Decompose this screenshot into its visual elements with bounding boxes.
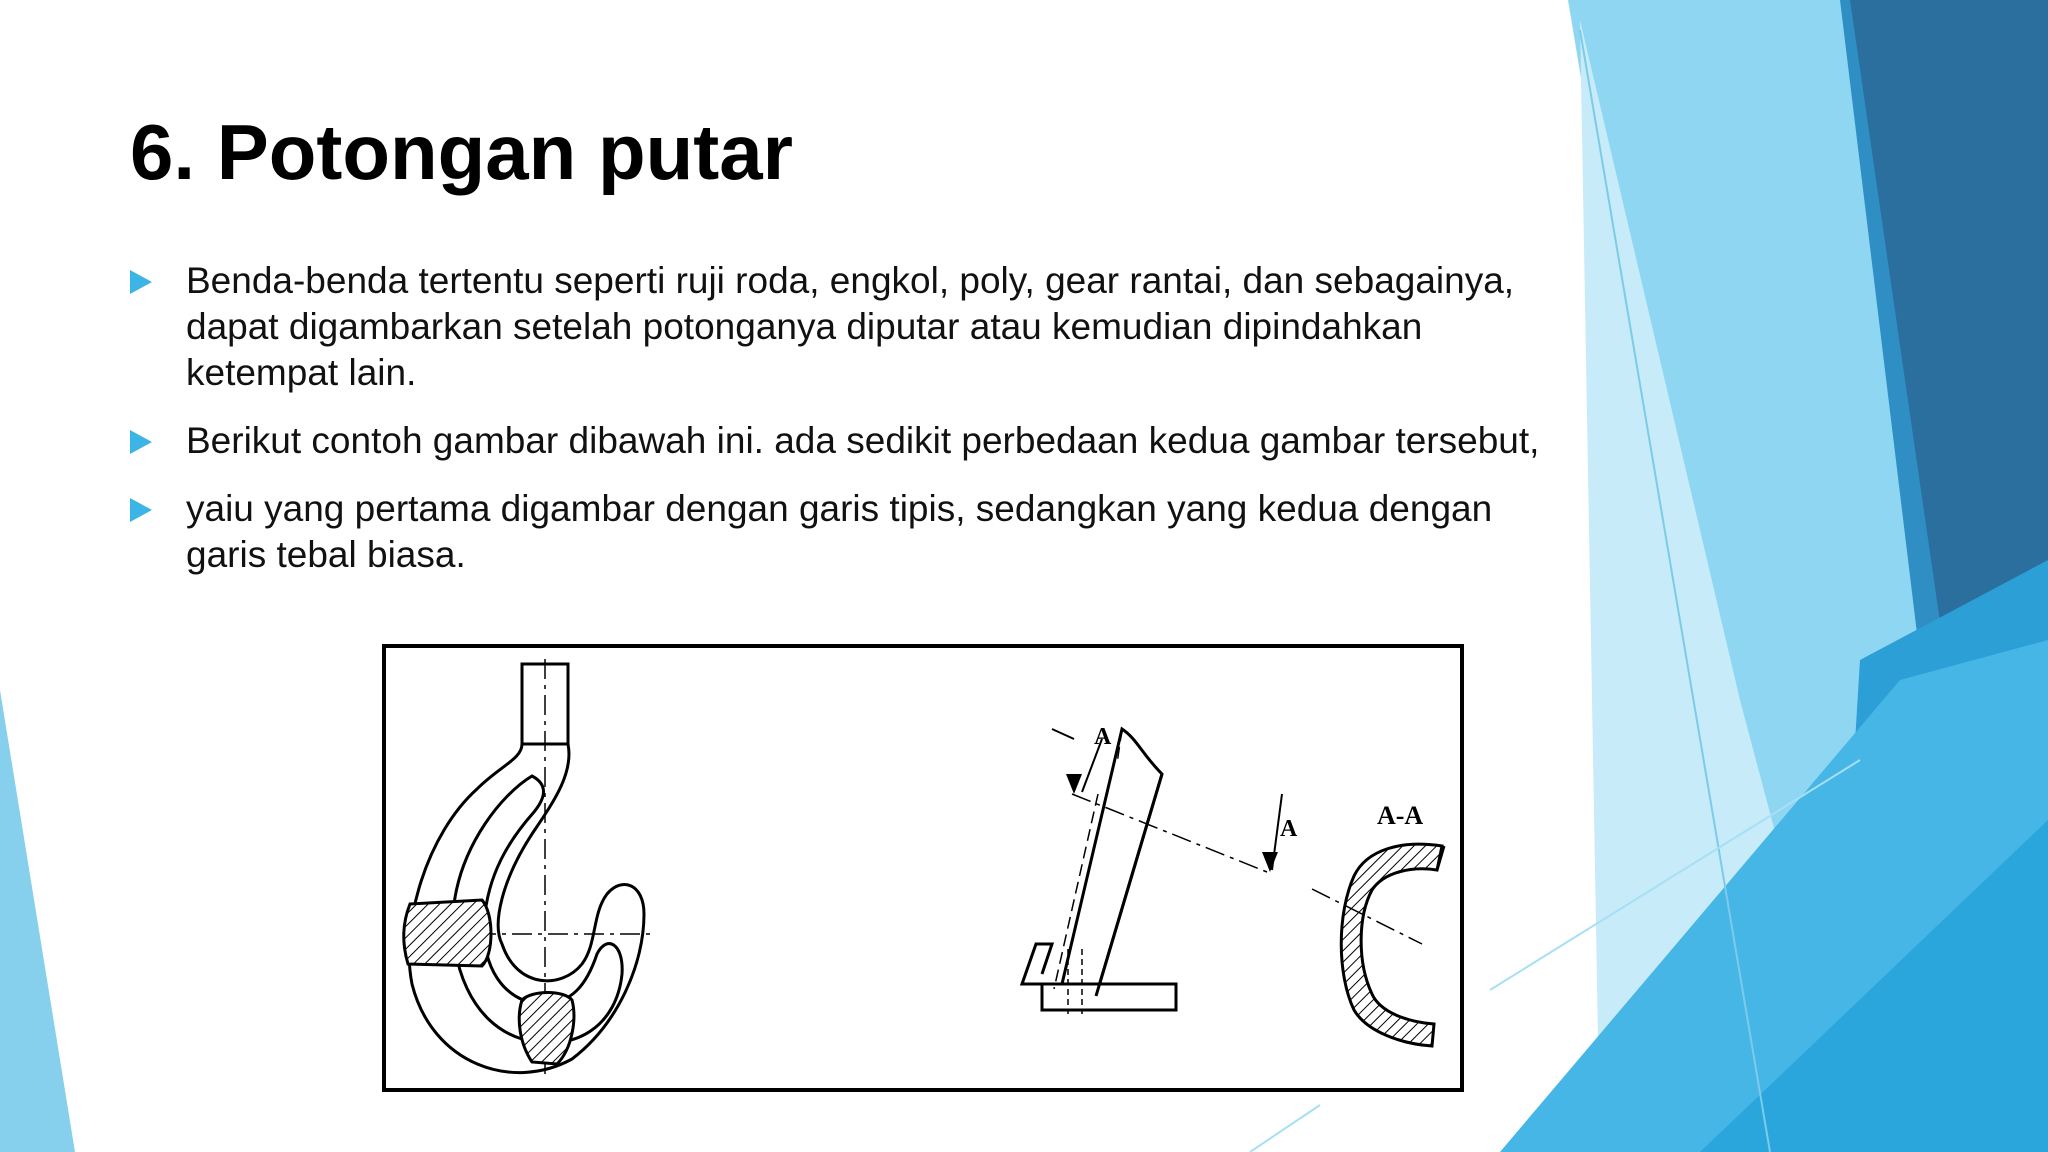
hook-section-bottom-hatched (519, 993, 574, 1065)
technical-drawing-figure (382, 644, 1464, 1092)
bullet-item (130, 486, 1570, 578)
label-a-right: A (1280, 816, 1298, 842)
bullet-list (130, 258, 1570, 600)
bullet-item (130, 418, 1570, 464)
triangle-right-icon (130, 430, 152, 454)
bullet-text: Benda-benda tertentu seperti ruji roda, engkol, poly, gear rantai, dan sebagainya, dapat digambarkan setelah potonganya diputar atau kemudian dipindahkan ketempat lain. (186, 260, 1515, 393)
label-a-top: A (1094, 724, 1112, 750)
bullet-text: Berikut contoh gambar dibawah ini. ada sedikit perbedaan kedua gambar tersebut, (186, 420, 1540, 461)
triangle-right-icon (130, 270, 152, 294)
triangle-right-icon (130, 498, 152, 522)
label-section-a-a: A-A (1377, 801, 1424, 830)
bullet-item (130, 258, 1570, 396)
slide-title: 6. Potongan putar (130, 108, 793, 196)
bullet-text: yaiu yang pertama digambar dengan garis tipis, sedangkan yang kedua dengan garis tebal biasa. (186, 488, 1493, 575)
hook-section-left-hatched (404, 900, 491, 966)
